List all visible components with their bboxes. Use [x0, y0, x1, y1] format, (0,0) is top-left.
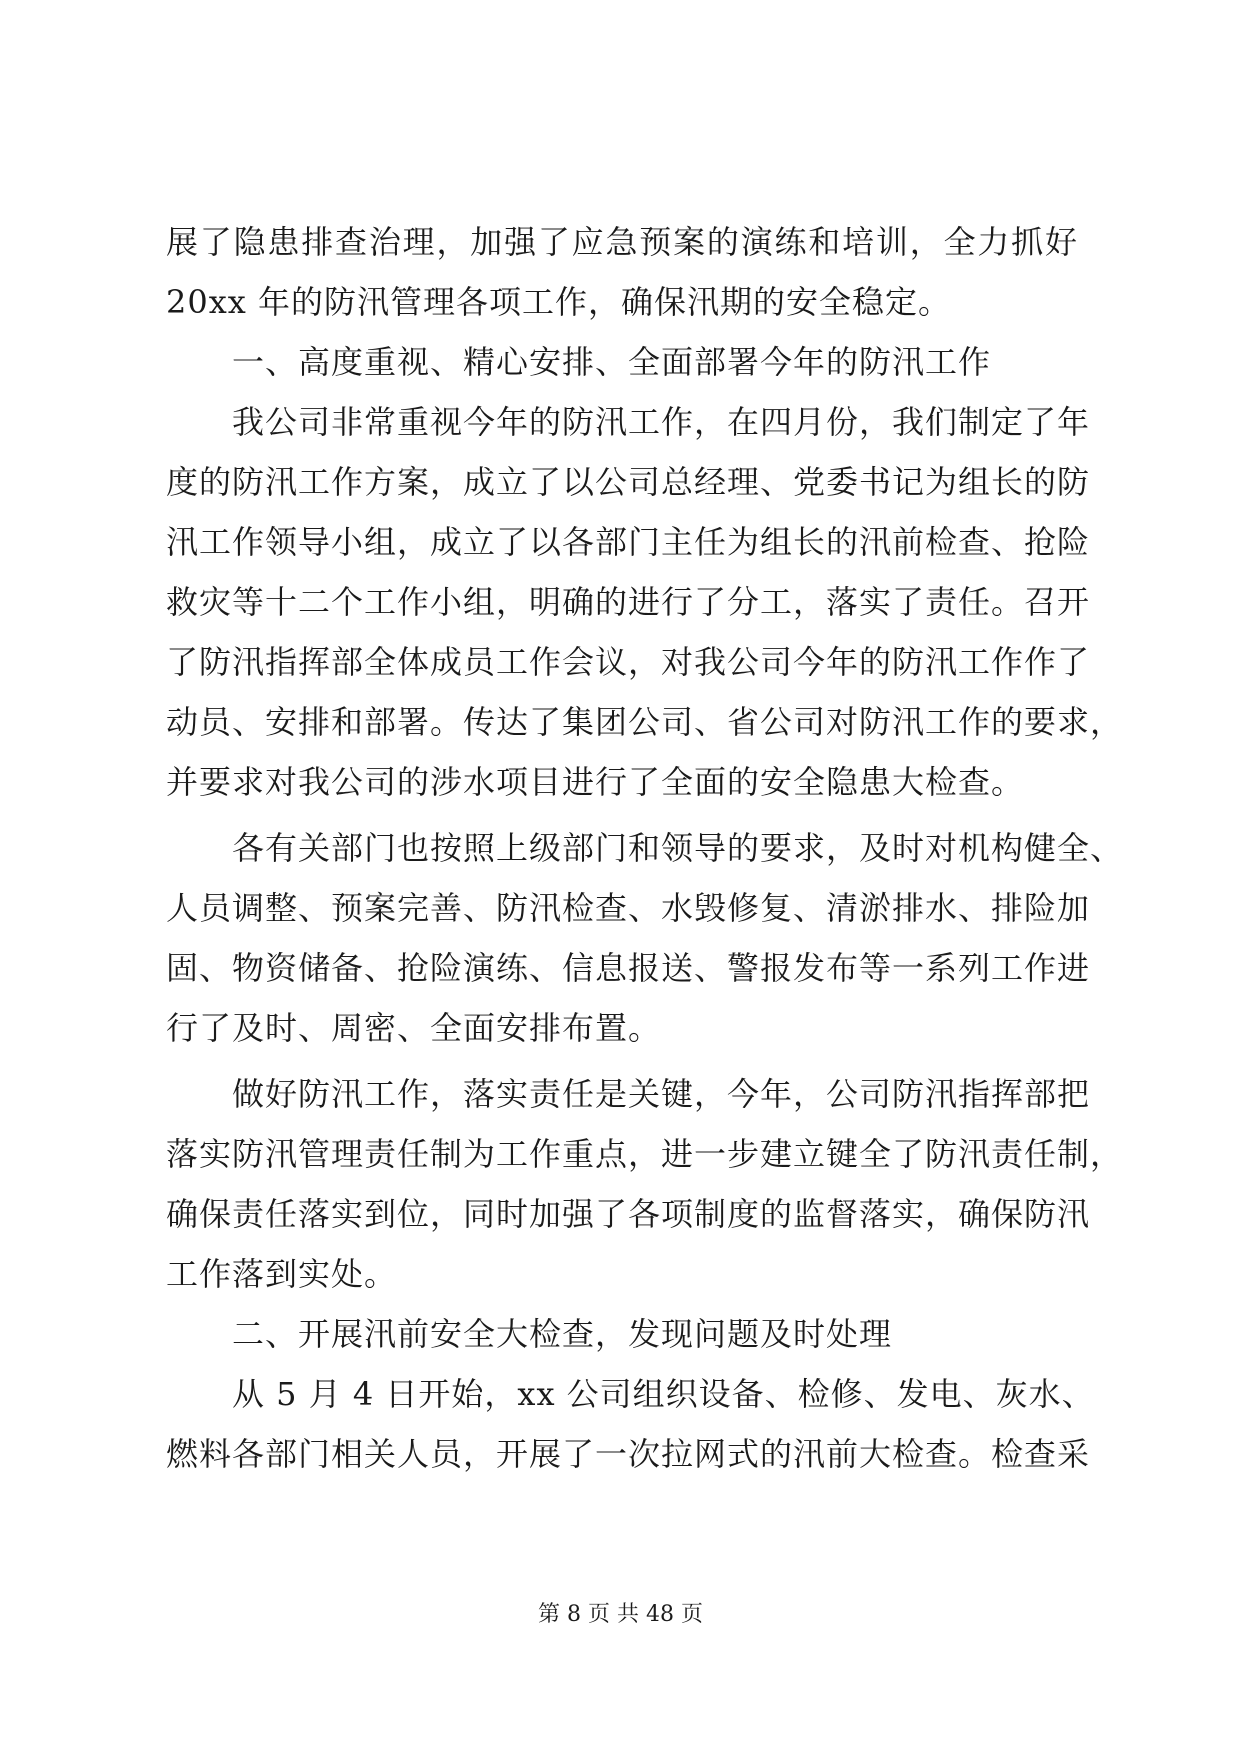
- page-number-footer: 第 8 页 共 48 页: [538, 1602, 703, 1627]
- section-heading: 一、高度重视、精心安排、全面部署今年的防汛工作: [232, 343, 992, 381]
- body-text-line: 人员调整、预案完善、防汛检查、水毁修复、清淤排水、排险加: [166, 889, 1091, 927]
- body-text-line: 燃料各部门相关人员，开展了一次拉网式的汛前大检查。检查采: [166, 1435, 1091, 1473]
- body-text-line: 展了隐患排查治理，加强了应急预案的演练和培训，全力抓好: [166, 223, 1078, 261]
- body-text-line: 各有关部门也按照上级部门和领导的要求，及时对机构健全、: [232, 829, 1124, 867]
- body-text-line: 汛工作领导小组，成立了以各部门主任为组长的汛前检查、抢险: [166, 523, 1091, 561]
- body-text-line: 度的防汛工作方案，成立了以公司总经理、党委书记为组长的防: [166, 463, 1091, 501]
- body-text-line: 从 5 月 4 日开始，xx 公司组织设备、检修、发电、灰水、: [232, 1375, 1095, 1413]
- body-text-line: 了防汛指挥部全体成员工作会议，对我公司今年的防汛工作作了: [166, 643, 1091, 681]
- body-text-line: 并要求对我公司的涉水项目进行了全面的安全隐患大检查。: [166, 763, 1025, 801]
- body-text-line: 做好防汛工作，落实责任是关键，今年，公司防汛指挥部把: [232, 1075, 1091, 1113]
- body-text-line: 行了及时、周密、全面安排布置。: [166, 1009, 662, 1047]
- section-heading: 二、开展汛前安全大检查，发现问题及时处理: [232, 1315, 893, 1353]
- body-text-line: 我公司非常重视今年的防汛工作，在四月份，我们制定了年: [232, 403, 1091, 441]
- body-text-line: 救灾等十二个工作小组，明确的进行了分工，落实了责任。召开: [166, 583, 1091, 621]
- body-text-line: 确保责任落实到位，同时加强了各项制度的监督落实，确保防汛: [166, 1195, 1091, 1233]
- body-text-line: 固、物资储备、抢险演练、信息报送、警报发布等一系列工作进: [166, 949, 1091, 987]
- body-text-line: 动员、安排和部署。传达了集团公司、省公司对防汛工作的要求，: [166, 703, 1124, 741]
- body-text-line: 工作落到实处。: [166, 1255, 398, 1293]
- body-text-line: 20xx 年的防汛管理各项工作，确保汛期的安全稳定。: [166, 283, 951, 321]
- body-text-line: 落实防汛管理责任制为工作重点，进一步建立键全了防汛责任制，: [166, 1135, 1124, 1173]
